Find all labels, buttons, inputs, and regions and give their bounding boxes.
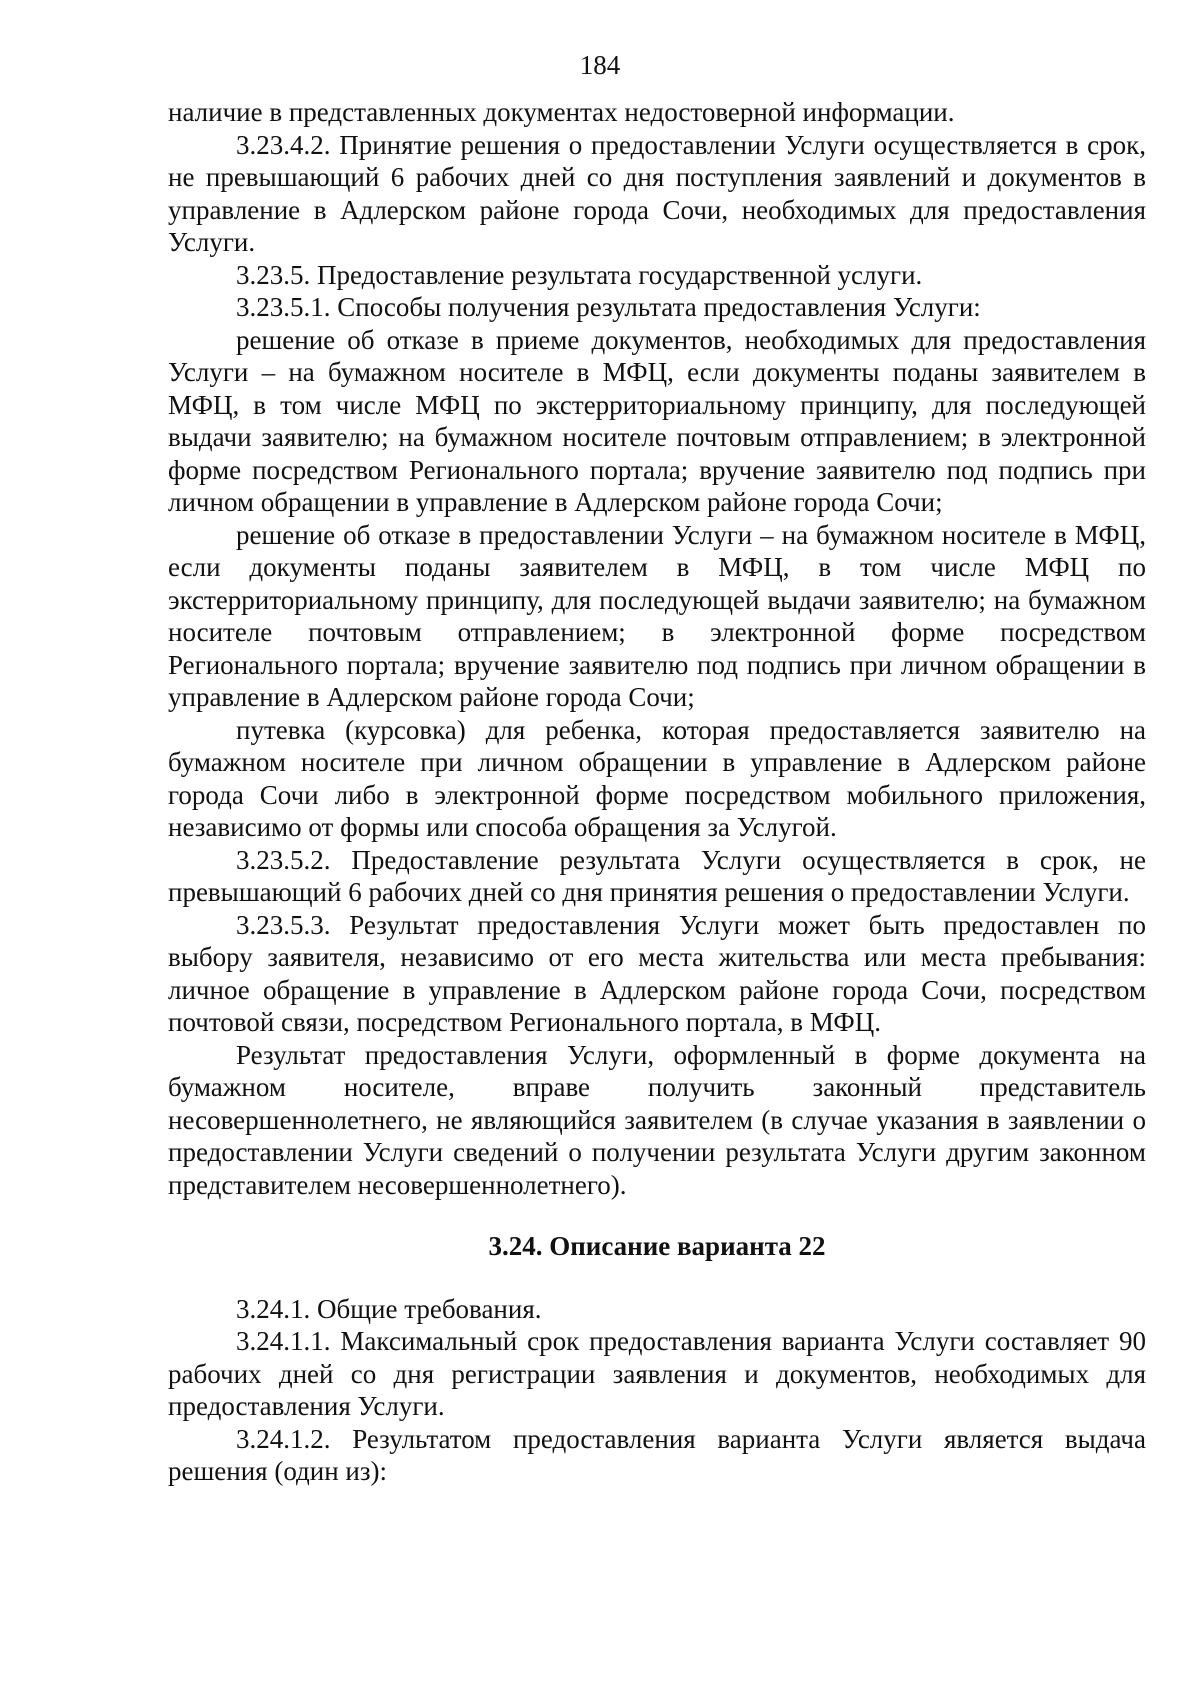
paragraph: 3.24.1.1. Максимальный срок предоставления варианта Услуги составляет 90 рабочих дней со дня регистрации заявления и документов, необходимых для предоставления Услуги.: [168, 1326, 1146, 1421]
document-body: [168, 96, 1146, 1488]
paragraph: наличие в представленных документах недостоверной информации.: [168, 97, 955, 127]
paragraph: 3.24.1.2. Результатом предоставления варианта Услуги является выдача решения (один из):: [168, 1423, 1146, 1486]
section-heading: 3.24. Описание варианта 22: [488, 1231, 826, 1261]
paragraph: 3.24.1. Общие требования.: [236, 1293, 542, 1324]
paragraph: 3.23.5.1. Способы получения результата предоставления Услуги:: [236, 292, 981, 322]
paragraph: 3.23.5.2. Предоставление результата Услуги осуществляется в срок, не превышающий 6 рабочих дней со дня принятия решения о предоставлении Услуги.: [168, 844, 1146, 907]
paragraph: Результат предоставления Услуги, оформленный в форме документа на бумажном носителе, вправе получить законный представитель несовершеннолетнего, не являющийся заявителем (в случае указания в заявлении о предоставлении Услуги сведений о получении результата Услуги другим законном представителем несовершеннолетнего).: [168, 1039, 1146, 1200]
paragraph: 3.23.4.2. Принятие решения о предоставлении Услуги осуществляется в срок, не превышающий 6 рабочих дней со дня поступления заявлений и документов в управление в Адлерском районе города Сочи, необходимых для предоставления Услуги.: [168, 129, 1146, 257]
paragraph: путевка (курсовка) для ребенка, которая предоставляется заявителю на бумажном носителе при личном обращении в управление в Адлерском районе города Сочи либо в электронной форме посредством мобильного приложения, независимо от формы или способа обращения за Услугой.: [168, 714, 1146, 842]
paragraph: решение об отказе в предоставлении Услуги – на бумажном носителе в МФЦ, если документы поданы заявителем в МФЦ, в том числе МФЦ по экстерриториальному принципу, для последующей выдачи заявителю; на бумажном носителе почтовым отправлением; в электронной форме посредством Регионального портала; вручение заявителю под подпись при личном обращении в управление в Адлерском районе города Сочи;: [168, 519, 1146, 712]
paragraph: решение об отказе в приеме документов, необходимых для предоставления Услуги – на бумажном носителе в МФЦ, если документы поданы заявителем в МФЦ, в том числе МФЦ по экстерриториальному принципу, для последующей выдачи заявителю; на бумажном носителе почтовым отправлением; в электронной форме посредством Регионального портала; вручение заявителю под подпись при личном обращении в управление в Адлерском районе города Сочи;: [168, 324, 1146, 517]
paragraph: 3.23.5.3. Результат предоставления Услуги может быть предоставлен по выбору заявителя, независимо от его места жительства или места пребывания: личное обращение в управление в Адлерском районе города Сочи, посредством почтовой связи, посредством Регионального портала, в МФЦ.: [168, 909, 1146, 1037]
page-number: 184: [579, 50, 621, 80]
paragraph: 3.23.5. Предоставление результата государственной услуги.: [236, 259, 923, 290]
